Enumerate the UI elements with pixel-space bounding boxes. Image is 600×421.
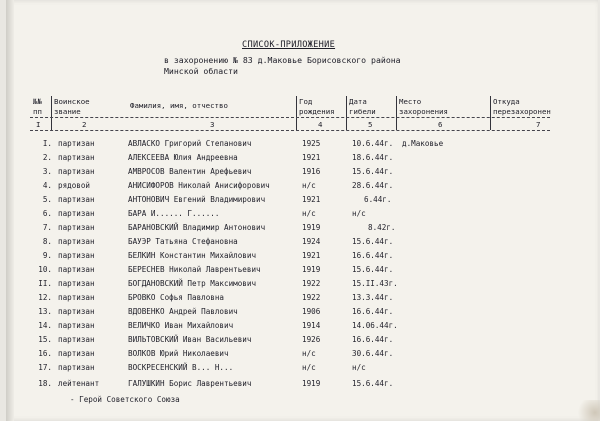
header-rank-bottom: звание xyxy=(54,107,81,116)
row-name: БЕРЕСНЕВ Николай Лаврентьевич xyxy=(128,265,261,274)
row-rank: лейтенант xyxy=(58,379,100,388)
header-no-top: №№ xyxy=(33,97,42,106)
table-row xyxy=(6,306,598,318)
row-rank: партизан xyxy=(58,279,95,288)
row-number: 12. xyxy=(38,293,52,302)
document-title: СПИСОК-ПРИЛОЖЕНИЕ xyxy=(242,40,336,50)
column-number: 5 xyxy=(368,120,373,129)
table-row xyxy=(6,250,598,262)
row-date: 15.II.43г. xyxy=(352,279,398,288)
document-page xyxy=(6,0,598,421)
row-date: 8.42г. xyxy=(368,223,396,232)
header-name: Фамилия, имя, отчество xyxy=(130,101,228,110)
header-bottom-rule xyxy=(30,130,550,131)
row-name: ГАЛУШКИН Борис Лаврентьевич xyxy=(128,379,252,388)
table-row xyxy=(6,222,598,234)
row-name: БАУЭР Татьяна Стефановна xyxy=(128,237,238,246)
column-number: 4 xyxy=(318,120,323,129)
row-date: 30.6.44г. xyxy=(352,349,394,358)
row-number: 18. xyxy=(38,379,52,388)
header-divider xyxy=(296,96,297,130)
column-number: 6 xyxy=(438,120,443,129)
row-year: н/с xyxy=(302,181,316,190)
table-row xyxy=(6,348,598,360)
row-rank: партизан xyxy=(58,237,95,246)
row-date: 28.6.44г. xyxy=(352,181,394,190)
row-number: 16. xyxy=(38,349,52,358)
row-year: 1924 xyxy=(302,237,321,246)
column-number: 3 xyxy=(210,120,215,129)
table-row xyxy=(6,194,598,206)
row-number: 13. xyxy=(38,307,52,316)
table-row xyxy=(6,292,598,304)
row-name: АНИСИФОРОВ Николай Анисифорович xyxy=(128,181,270,190)
subtitle-line-1: в захоронению № 83 д.Маковье Борисовского района xyxy=(164,55,401,65)
row-rank: партизан xyxy=(58,363,95,372)
row-date: 15.6.44г. xyxy=(352,265,394,274)
row-name: БАРА И...... Г...... xyxy=(128,209,220,218)
row-date: 15.6.44г. xyxy=(352,237,394,246)
row-number: 7. xyxy=(42,223,52,232)
row-date: 16.6.44г. xyxy=(352,307,394,316)
row-year: 1925 xyxy=(302,139,321,148)
row-name: БОГДАНОВСКИЙ Петр Максимович xyxy=(128,279,257,288)
row-date: 15.6.44г. xyxy=(352,167,394,176)
row-date: 14.06.44г. xyxy=(352,321,398,330)
row-rank: партизан xyxy=(58,321,95,330)
table-row xyxy=(6,138,598,150)
row-year: н/с xyxy=(302,349,316,358)
row-year: 1926 xyxy=(302,335,321,344)
row-date: н/с xyxy=(352,363,366,372)
row-year: 1906 xyxy=(302,307,321,316)
table-row xyxy=(6,320,598,332)
row-name: АЛЕКСЕЕВА Юлия Андреевна xyxy=(128,153,238,162)
row-rank: партизан xyxy=(58,139,95,148)
header-divider xyxy=(490,96,491,130)
header-reburial-top: Откуда xyxy=(493,97,520,106)
row-date: 16.6.44г. xyxy=(352,335,394,344)
row-number: 10. xyxy=(38,265,52,274)
column-number: 2 xyxy=(82,120,87,129)
row-name: АВЛАСКО Григорий Степанович xyxy=(128,139,252,148)
row-rank: партизан xyxy=(58,335,95,344)
table-row xyxy=(6,208,598,220)
header-date-top: Дата xyxy=(349,97,367,106)
row-number: 4. xyxy=(42,181,52,190)
header-no-bottom: пп xyxy=(33,107,42,116)
document-subtitle xyxy=(164,55,484,77)
row-year: н/с xyxy=(302,363,316,372)
row-year: 1922 xyxy=(302,279,321,288)
header-place-top: Место xyxy=(399,97,422,106)
row-year: н/с xyxy=(302,209,316,218)
row-date: 10.6.44г. xyxy=(352,139,394,148)
row-date: 15.6.44г. xyxy=(352,379,394,388)
paper-stain xyxy=(574,400,600,421)
header-rank-top: Воинское xyxy=(54,97,90,106)
row-rank: партизан xyxy=(58,223,95,232)
header-place-bottom: захоронения xyxy=(399,107,448,116)
row-year: 1921 xyxy=(302,153,321,162)
row-name: БАРАНОВСКИЙ Владимир Антонович xyxy=(128,223,266,232)
row-number: 8. xyxy=(42,237,52,246)
table-row xyxy=(6,264,598,276)
row-name: БЕЛКИН Константин Михайлович xyxy=(128,251,257,260)
header-divider xyxy=(346,96,347,130)
table-row xyxy=(6,378,598,390)
row-rank: партизан xyxy=(58,307,95,316)
subtitle-line-2: Минской области xyxy=(164,66,238,76)
row-number: 15. xyxy=(38,335,52,344)
row-rank: партизан xyxy=(58,265,95,274)
row-number: 5. xyxy=(42,195,52,204)
row-date: 16.6.44г. xyxy=(352,251,394,260)
row-year: 1919 xyxy=(302,223,321,232)
row-number: 2. xyxy=(42,153,52,162)
header-divider xyxy=(396,96,397,130)
table-row xyxy=(6,334,598,346)
row-year: 1919 xyxy=(302,265,321,274)
row-rank: партизан xyxy=(58,153,95,162)
table-row xyxy=(6,362,598,374)
row-rank: рядовой xyxy=(58,181,91,190)
row-rank: партизан xyxy=(58,209,95,218)
row-name: БРОВКО Софья Павловна xyxy=(128,293,225,302)
column-number: I xyxy=(36,120,41,129)
header-year-bottom: рождения xyxy=(299,107,335,116)
row-date: 6.44г. xyxy=(364,195,392,204)
table-row xyxy=(6,152,598,164)
row-name: ВЕЛИЧКО Иван Михайлович xyxy=(128,321,234,330)
header-divider xyxy=(51,96,52,130)
row-number: 6. xyxy=(42,209,52,218)
row-year: 1922 xyxy=(302,293,321,302)
row-year: 1916 xyxy=(302,167,321,176)
header-rule xyxy=(30,117,550,118)
table-row xyxy=(6,166,598,178)
table-row xyxy=(6,236,598,248)
row-number: 9. xyxy=(42,251,52,260)
row-number: I. xyxy=(42,139,52,148)
row-place: д.Маковье xyxy=(402,139,444,148)
row-name: ВИЛЬТОВСКИЙ Иван Васильевич xyxy=(128,335,252,344)
row-rank: партизан xyxy=(58,195,95,204)
row-year: 1921 xyxy=(302,195,321,204)
header-date-bottom: гибели xyxy=(349,107,376,116)
header-year-top: Год xyxy=(299,97,313,106)
row-date: 18.6.44г. xyxy=(352,153,394,162)
row-number: 14. xyxy=(38,321,52,330)
row-date: 13.3.44г. xyxy=(352,293,394,302)
row-name: АМВРОСОВ Валентин Арефьевич xyxy=(128,167,252,176)
row-rank: партизан xyxy=(58,293,95,302)
row-name: АНТОНОВИЧ Евгений Владимирович xyxy=(128,195,266,204)
row-rank: партизан xyxy=(58,349,95,358)
row-name: ВОСКРЕСЕНСКИЙ В... Н... xyxy=(128,363,234,372)
header-reburial-bottom: перезахоронен xyxy=(493,107,551,116)
table-row xyxy=(6,278,598,290)
row-year: 1921 xyxy=(302,251,321,260)
row-number: 3. xyxy=(42,167,52,176)
row-rank: партизан xyxy=(58,251,95,260)
table-row xyxy=(6,180,598,192)
row-number: 17. xyxy=(38,363,52,372)
row-name: ВОЛКОВ Юрий Николаевич xyxy=(128,349,229,358)
row-rank: партизан xyxy=(58,167,95,176)
row-year: 1914 xyxy=(302,321,321,330)
row-number: II. xyxy=(38,279,52,288)
column-number: 7 xyxy=(536,120,541,129)
row-name: ВДОВЕНКО Андрей Павлович xyxy=(128,307,238,316)
row-year: 1919 xyxy=(302,379,321,388)
row-footnote: - Герой Советского Союза xyxy=(70,395,180,404)
row-date: н/с xyxy=(352,209,366,218)
